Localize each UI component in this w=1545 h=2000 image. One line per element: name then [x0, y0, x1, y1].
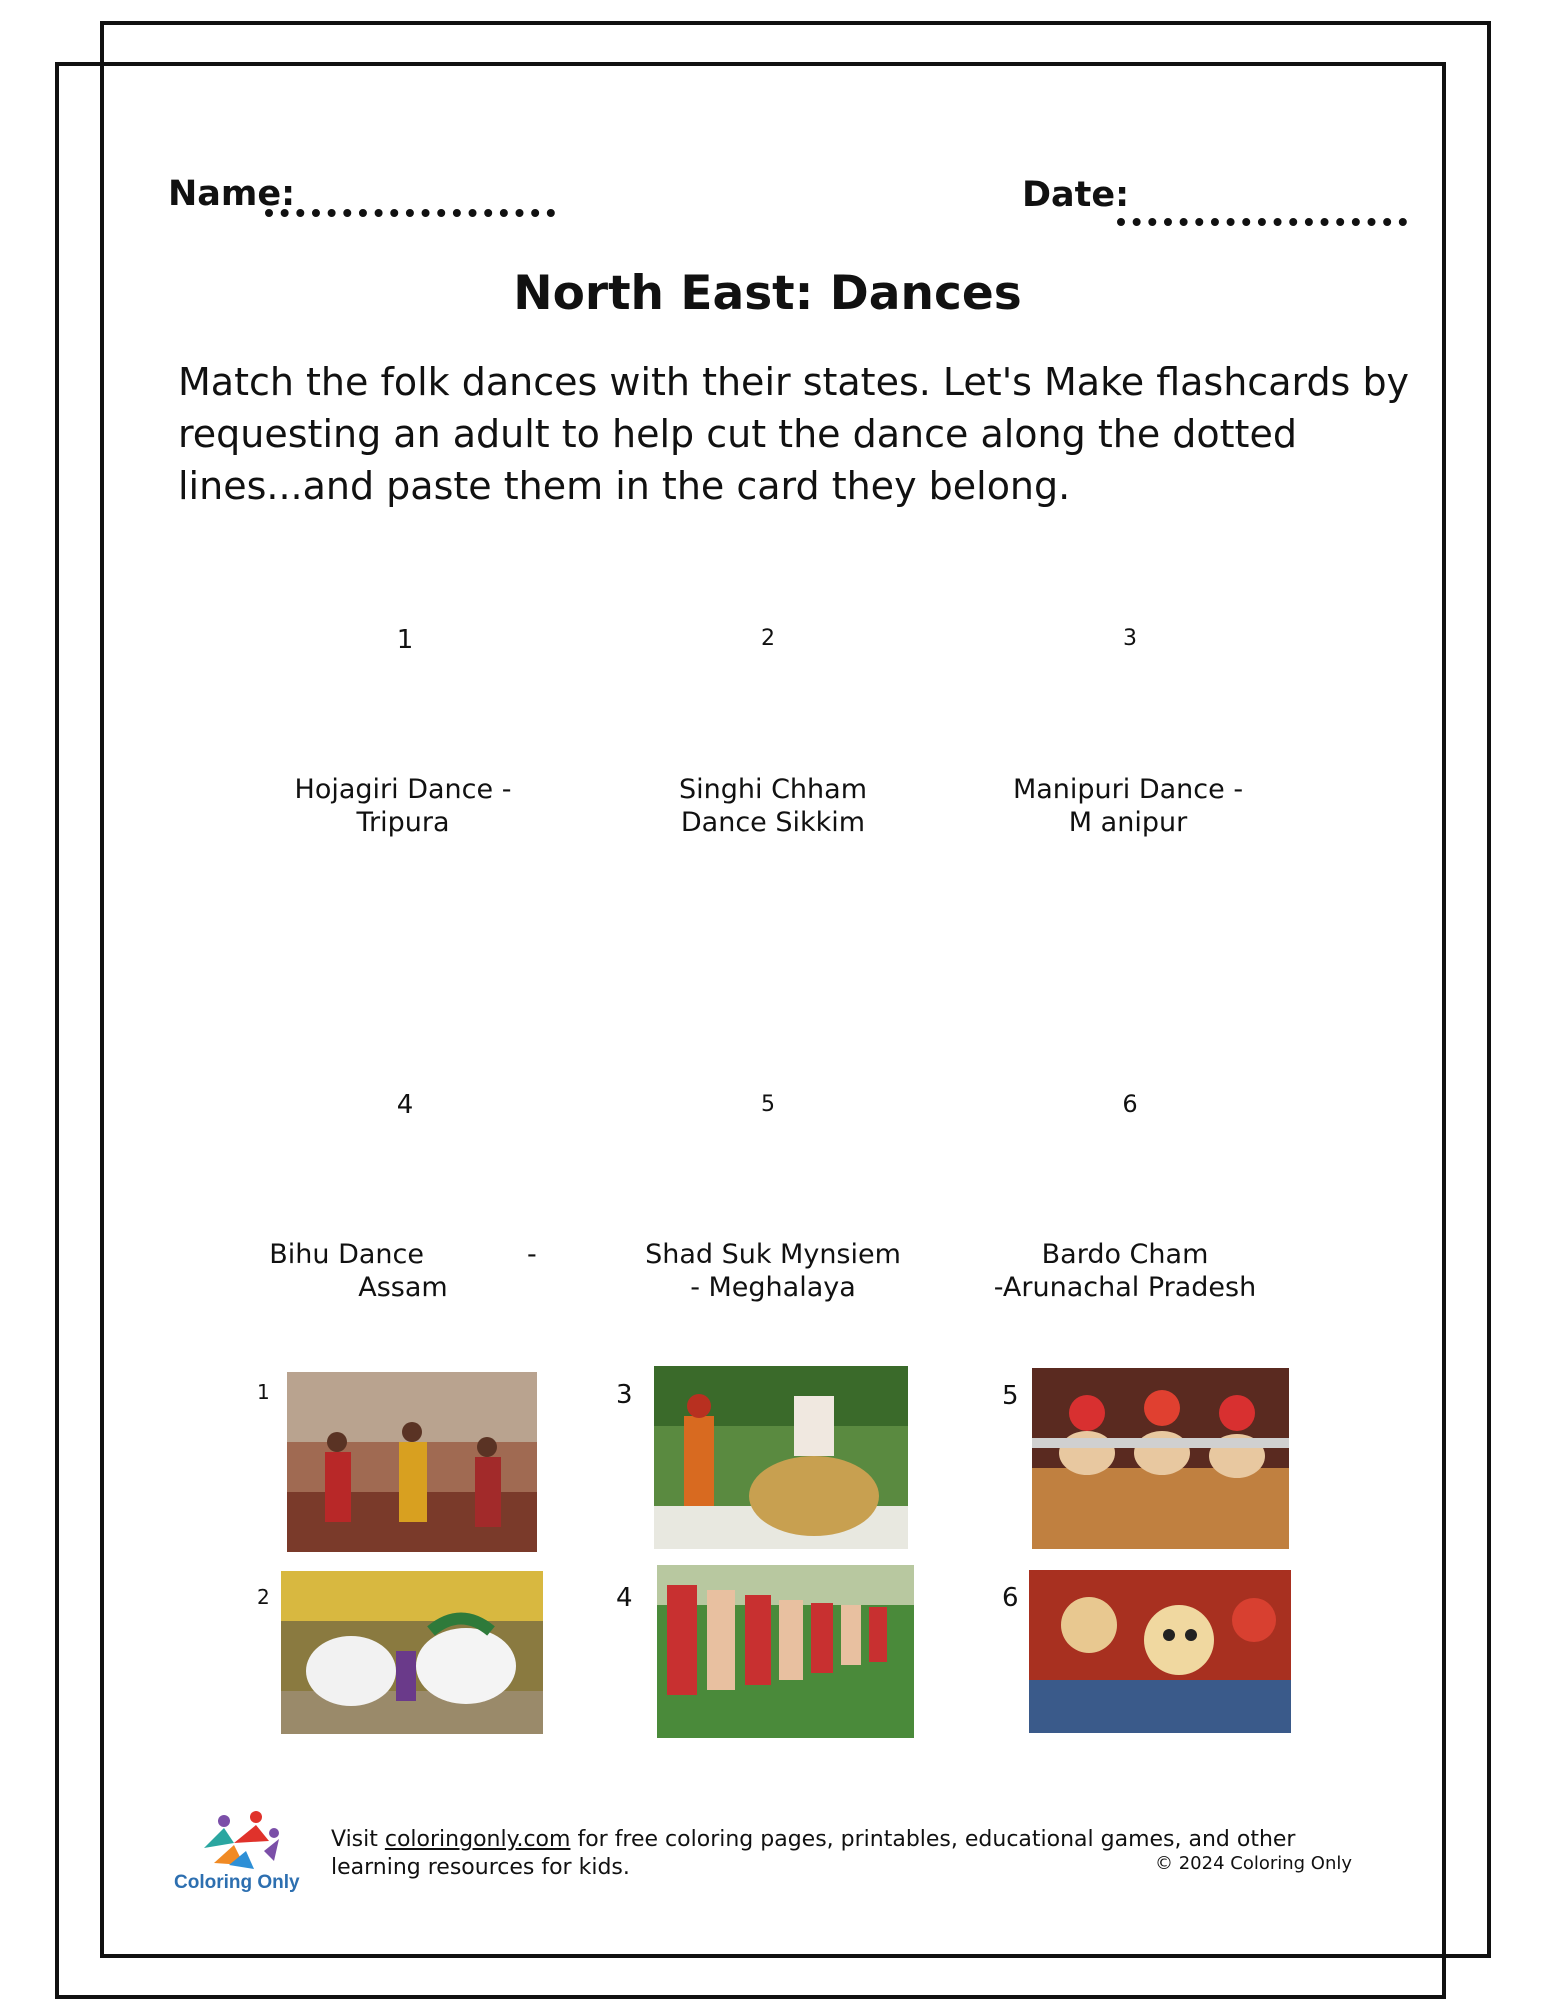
instructions: Match the folk dances with their states. Let's Make flashcards by requesting an adult to help cut the dance along the dotted lines...and paste them in the card they belong. — [178, 360, 1410, 508]
footer-visit-prefix: Visit — [331, 1827, 385, 1852]
card-label-line: - Meghalaya — [690, 1272, 856, 1303]
card-label-line: M anipur — [1068, 807, 1188, 838]
page-title: North East: Dances — [513, 266, 1022, 321]
card-label-line: Bihu Dance - — [269, 1239, 537, 1270]
dancers-photo-icon[interactable] — [287, 1372, 537, 1552]
card-label-line: Assam — [358, 1272, 448, 1303]
card-label-line: Dance Sikkim — [680, 807, 866, 838]
date-label: Date: — [1022, 175, 1130, 215]
snow-lion-dance-photo-icon[interactable] — [281, 1571, 543, 1734]
card-number: 4 — [396, 1090, 414, 1120]
coloring-only-logo — [174, 1803, 300, 1893]
footer-visit-suffix: for free coloring pages, printables, educational games, and other learning resources for kids. — [331, 1827, 1296, 1880]
card-label — [613, 1238, 933, 1304]
logo-text: Coloring Only — [174, 1872, 300, 1893]
card-number: 5 — [761, 1092, 775, 1117]
manipuri-dance-photo-icon[interactable] — [654, 1366, 908, 1549]
image-number: 1 — [257, 1380, 270, 1404]
footer-link[interactable]: coloringonly.com — [384, 1827, 571, 1852]
card-label-line: Bardo Cham — [1041, 1239, 1209, 1270]
card-label-line: Hojagiri Dance - — [294, 774, 512, 805]
name-field-line[interactable] — [265, 209, 555, 217]
card-number: 1 — [396, 625, 414, 655]
card-number: 6 — [1122, 1090, 1138, 1118]
card-label — [613, 773, 933, 839]
image-number: 5 — [1002, 1381, 1019, 1411]
card-label — [243, 1238, 563, 1304]
image-number: 3 — [616, 1380, 633, 1410]
meghalaya-dancers-photo-icon[interactable] — [1032, 1368, 1289, 1549]
date-field-line[interactable] — [1117, 218, 1407, 226]
card-label — [965, 1238, 1285, 1304]
card-label-line: -Arunachal Pradesh — [993, 1272, 1257, 1303]
card-number: 3 — [1123, 626, 1137, 651]
card-number: 2 — [761, 626, 775, 651]
image-number: 6 — [1002, 1583, 1019, 1613]
card-label-line: Manipuri Dance - — [1012, 774, 1244, 805]
masked-dance-photo-icon[interactable] — [1029, 1570, 1291, 1733]
card-label-line: Tripura — [356, 807, 450, 838]
copyright-text: © 2024 Coloring Only — [1155, 1853, 1353, 1874]
image-number: 4 — [616, 1583, 633, 1613]
card-label-line: Shad Suk Mynsiem — [645, 1239, 901, 1270]
image-number: 2 — [257, 1585, 270, 1609]
card-label — [243, 773, 563, 839]
name-label: Name: — [168, 174, 296, 214]
card-label — [968, 773, 1288, 839]
card-label-line: Singhi Chham — [678, 774, 867, 805]
bihu-dance-photo-icon[interactable] — [657, 1565, 914, 1738]
